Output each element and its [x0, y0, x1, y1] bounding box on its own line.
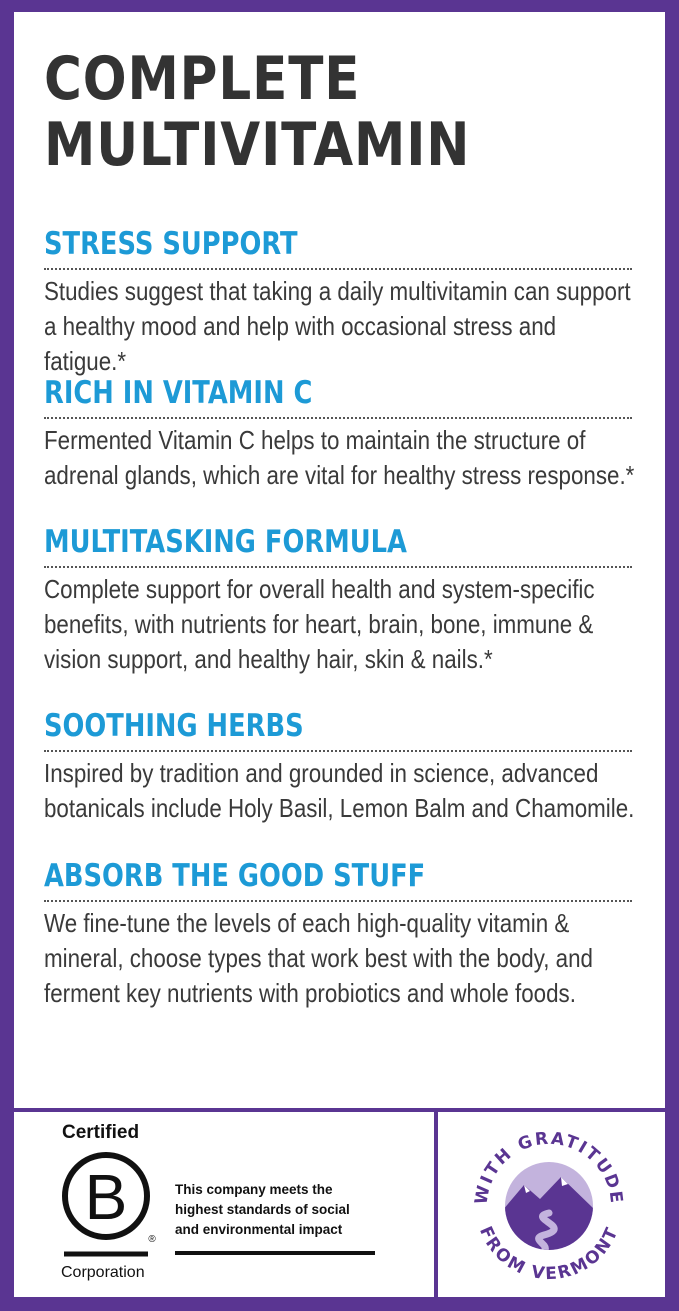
bcorp-letter: B	[84, 1161, 128, 1233]
bcorp-certified-label: Certified	[62, 1122, 140, 1143]
bcorp-corporation-label: Corporation	[61, 1264, 145, 1281]
section-body: Studies suggest that taking a daily multivitamin can support a healthy mood and help with occasional stress and fatigue.*	[44, 276, 631, 376]
bcorp-statement-line: and environmental impact	[175, 1222, 343, 1237]
page-title	[44, 46, 470, 178]
section-stress-support	[44, 226, 634, 379]
section-body: Inspired by tradition and grounded in science, advanced botanicals include Holy Basil, Lemon Balm and Chamomile.	[44, 758, 635, 823]
dotted-divider	[44, 566, 632, 568]
dotted-divider	[44, 750, 632, 752]
section-heading: ABSORB THE GOOD STUFF	[44, 858, 426, 894]
with-gratitude-seal-icon	[466, 1123, 632, 1289]
seal-bottom-text: FROM VERMONT	[475, 1223, 623, 1285]
dotted-divider	[44, 268, 632, 270]
section-body: Complete support for overall health and system-specific benefits, with nutrients for heart, brain, bone, immune & vision support, and healthy hair, skin & nails.*	[44, 574, 595, 674]
section-rich-in-vitamin-c	[44, 375, 634, 493]
footer-vertical-divider	[434, 1108, 438, 1297]
section-heading: STRESS SUPPORT	[44, 226, 298, 262]
bcorp-statement	[175, 1180, 380, 1240]
dotted-divider	[44, 900, 632, 902]
section-heading: SOOTHING HERBS	[44, 708, 304, 744]
bcorp-underline-bar	[175, 1251, 375, 1255]
section-heading: RICH IN VITAMIN C	[44, 375, 313, 411]
section-multitasking-formula	[44, 524, 634, 677]
title-line-2: MULTIVITAMIN	[44, 110, 471, 180]
title-line-1: COMPLETE	[44, 44, 361, 114]
section-body: We fine-tune the levels of each high-quality vitamin & mineral, choose types that work best with the body, and ferment key nutrients with probiotics and whole foods.	[44, 908, 593, 1008]
section-absorb-the-good-stuff	[44, 858, 634, 1011]
section-soothing-herbs	[44, 708, 634, 826]
registered-mark: ®	[148, 1234, 156, 1245]
section-heading: MULTITASKING FORMULA	[44, 524, 407, 560]
bcorp-statement-line: This company meets the	[175, 1182, 333, 1197]
bcorp-b-icon	[60, 1150, 160, 1262]
seal-top-text: WITH GRATITUDE	[471, 1128, 627, 1206]
dotted-divider	[44, 417, 632, 419]
footer-divider	[14, 1108, 665, 1112]
bcorp-statement-line: highest standards of social	[175, 1202, 350, 1217]
section-body: Fermented Vitamin C helps to maintain the structure of adrenal glands, which are vital for healthy stress response.*	[44, 425, 635, 490]
